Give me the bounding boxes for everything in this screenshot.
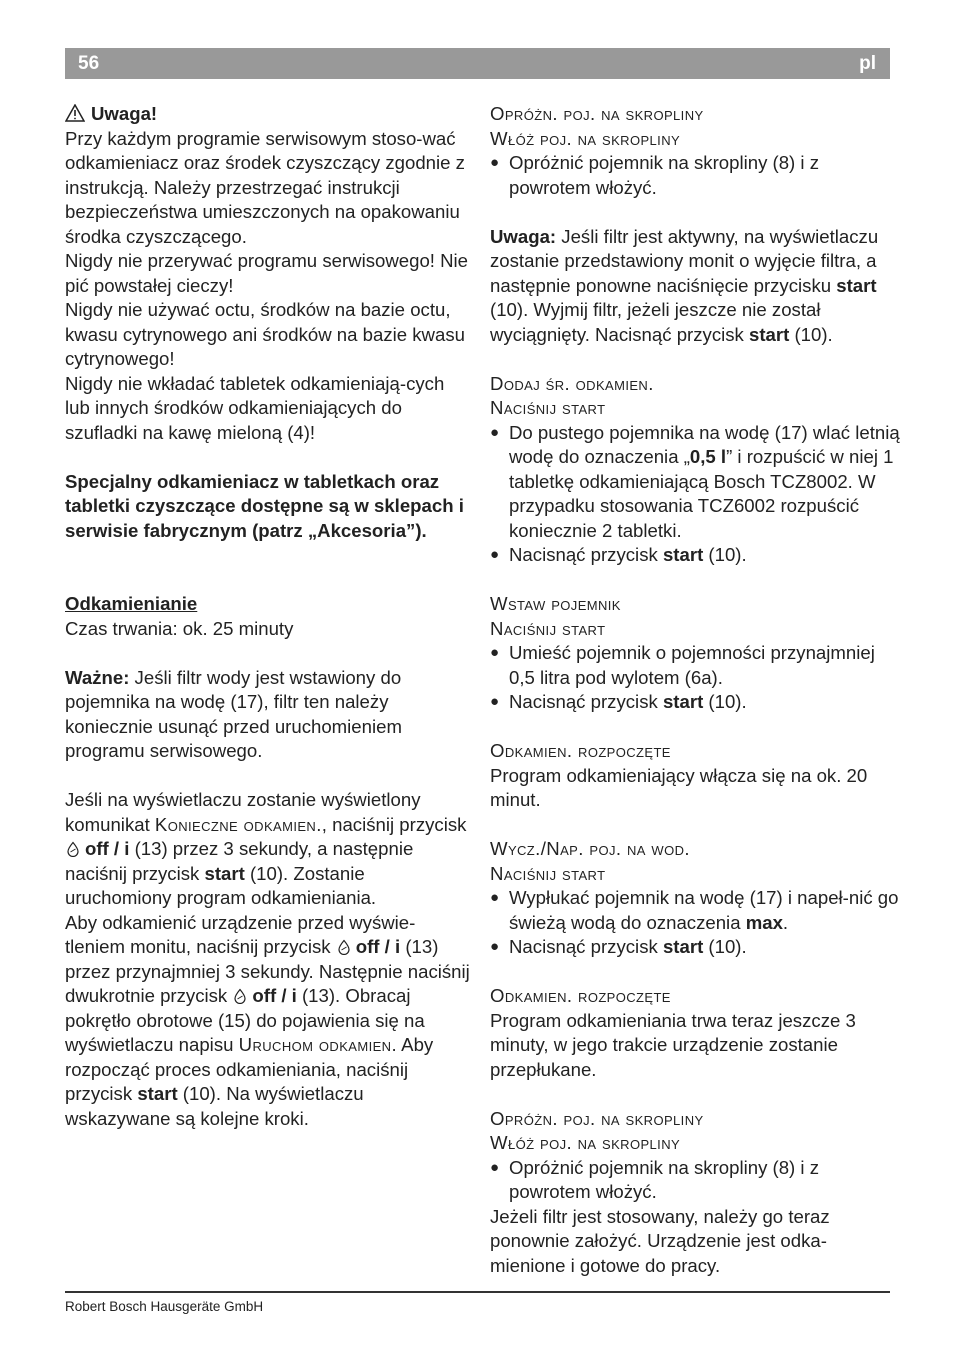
page-number: 56 — [78, 53, 100, 74]
descale-drop-icon — [336, 939, 352, 955]
list-item: ● Umieść pojemnik o pojemności przynajmniej 0,5 litra pod wylotem (6a). — [490, 641, 900, 690]
display-text: Naciśnij start — [490, 397, 606, 418]
important-paragraph: Ważne: Jeśli filtr wody jest wstawiony do pojemnika na wodę (17), filtr ten należy koniecznie usunąć przed uruchomieniem programu serwisowego. — [65, 666, 402, 761]
left-column — [65, 102, 470, 1131]
display-text: Odkamien. rozpoczęte — [490, 985, 671, 1006]
list-item: ● Nacisnąć przycisk start (10). — [490, 935, 900, 960]
paragraph: Program odkamieniania trwa teraz jeszcze 3 minuty, w jego trakcie urządzenie zostanie przepłukane. — [490, 1009, 856, 1080]
list-item: ● Nacisnąć przycisk start (10). — [490, 690, 900, 715]
display-text: Odkamien. rozpoczęte — [490, 740, 671, 761]
page-header-bar — [65, 48, 890, 79]
warning-title: Uwaga! — [91, 103, 158, 124]
paragraph: Program odkamieniający włącza się na ok. 20 minut. — [490, 764, 868, 810]
paragraph: Jeżeli filtr jest stosowany, należy go teraz ponownie założyć. Urządzenie jest odka-mienione i gotowe do pracy. — [490, 1205, 830, 1276]
right-column — [490, 102, 900, 1278]
footer-company: Robert Bosch Hausgeräte GmbH — [65, 1299, 264, 1314]
warning-heading — [65, 102, 470, 127]
list-item: ● Nacisnąć przycisk start (10). — [490, 543, 900, 568]
before-prompt-paragraph: Aby odkamienić urządzenie przed wyświe-tleniem monitu, naciśnij przycisk off / i (13) przez przynajmniej 3 sekundy. Następnie naciśnij dwukrotnie przycisk off / i (13). Obracaj pokrętło obrotowe (15) do pojawienia się na wyświetlaczu napisu Uruchom odkamien. Aby rozpocząć proces odkamieniania, naciśnij przycisk start (10). Na wyświetlaczu wskazywane są kolejne kroki. — [65, 911, 470, 1129]
descale-drop-icon — [232, 988, 248, 1004]
display-text: Włóż poj. na skropliny — [490, 1132, 681, 1153]
off-button-label: off / i — [85, 838, 130, 859]
start-label: start — [204, 862, 245, 884]
section-title: Odkamienianie — [65, 593, 198, 614]
display-text-uruchom: Uruchom odkamien. — [238, 1034, 398, 1055]
display-text: Opróżn. poj. na skropliny — [490, 1107, 704, 1129]
footer-divider — [65, 1291, 890, 1293]
special-note: Specjalny odkamieniacz w tabletkach oraz tabletki czyszczące dostępne są w sklepach i serwisie fabrycznym (patrz „Akcesoria”). — [65, 470, 464, 541]
display-text: Dodaj śr. odkamien. — [490, 372, 654, 394]
never-vinegar-text: Nigdy nie używać octu, środków na bazie octu, kwasu cytrynowego ani środków na bazie kwasu cytrynowego! — [65, 299, 465, 369]
list-item: ● Opróżnić pojemnik na skropliny (8) i z powrotem włożyć. — [490, 1156, 900, 1205]
display-message-paragraph: Jeśli na wyświetlaczu zostanie wyświetlony komunikat Konieczne odkamien., naciśnij przycisk off / i (13) przez 3 sekundy, a następnie naciśnij przycisk start (10). Zostanie uruchomiony program odkamieniania. — [65, 789, 467, 908]
display-text: Naciśnij start — [490, 617, 606, 639]
warning-text: Przy każdym programie serwisowym stoso-wać odkamieniacz oraz środek czyszczący zgodnie z instrukcją. Należy przestrzegać instrukcji bezpieczeństwa umieszczonych na opakowaniu środka czyszczącego. — [65, 127, 465, 247]
display-text-konieczne: Konieczne odkamien. — [154, 813, 322, 835]
warning-triangle-icon — [65, 104, 85, 122]
display-text: Wstaw pojemnik — [490, 593, 621, 614]
display-text: Włóż poj. na skropliny — [490, 127, 681, 149]
list-item: ● Do pustego pojemnika na wodę (17) wlać letnią wodę do oznaczenia „0,5 l” i rozpuścić w niej 1 tabletkę odkamieniającą Bosch TCZ8002. W przypadku stosowania TCZ6002 rozpuścić koniecznie 2 tabletki. — [490, 421, 900, 544]
list-item: ● Opróżnić pojemnik na skropliny (8) i z powrotem włożyć. — [490, 151, 900, 200]
important-label: Ważne: — [65, 666, 130, 688]
display-text: Opróżn. poj. na skropliny — [490, 103, 704, 124]
never-tablets-text: Nigdy nie wkładać tabletek odkamieniają-cych lub innych środków odkamieniających do szufladki na kawę mieloną (4)! — [65, 372, 445, 443]
language-code: pl — [859, 53, 876, 74]
display-text: Naciśnij start — [490, 862, 606, 884]
list-item: ● Wypłukać pojemnik na wodę (17) i napeł-nić go świeżą wodą do oznaczenia max. — [490, 886, 900, 935]
duration-text: Czas trwania: ok. 25 minuty — [65, 617, 294, 639]
descale-drop-icon — [65, 841, 81, 857]
display-text: Wycz./Nap. poj. na wod. — [490, 838, 690, 859]
never-interrupt-text: Nigdy nie przerywać programu serwisowego! Nie pić powstałej cieczy! — [65, 250, 469, 296]
note-paragraph: Uwaga: Jeśli filtr jest aktywny, na wyświetlaczu zostanie przedstawiony monit o wyjęcie filtra, a następnie ponowne naciśnięcie przycisku start (10). Wyjmij filtr, jeżeli jeszcze nie został wyciągnięty. Nacisnąć przycisk start (10). — [490, 225, 879, 345]
